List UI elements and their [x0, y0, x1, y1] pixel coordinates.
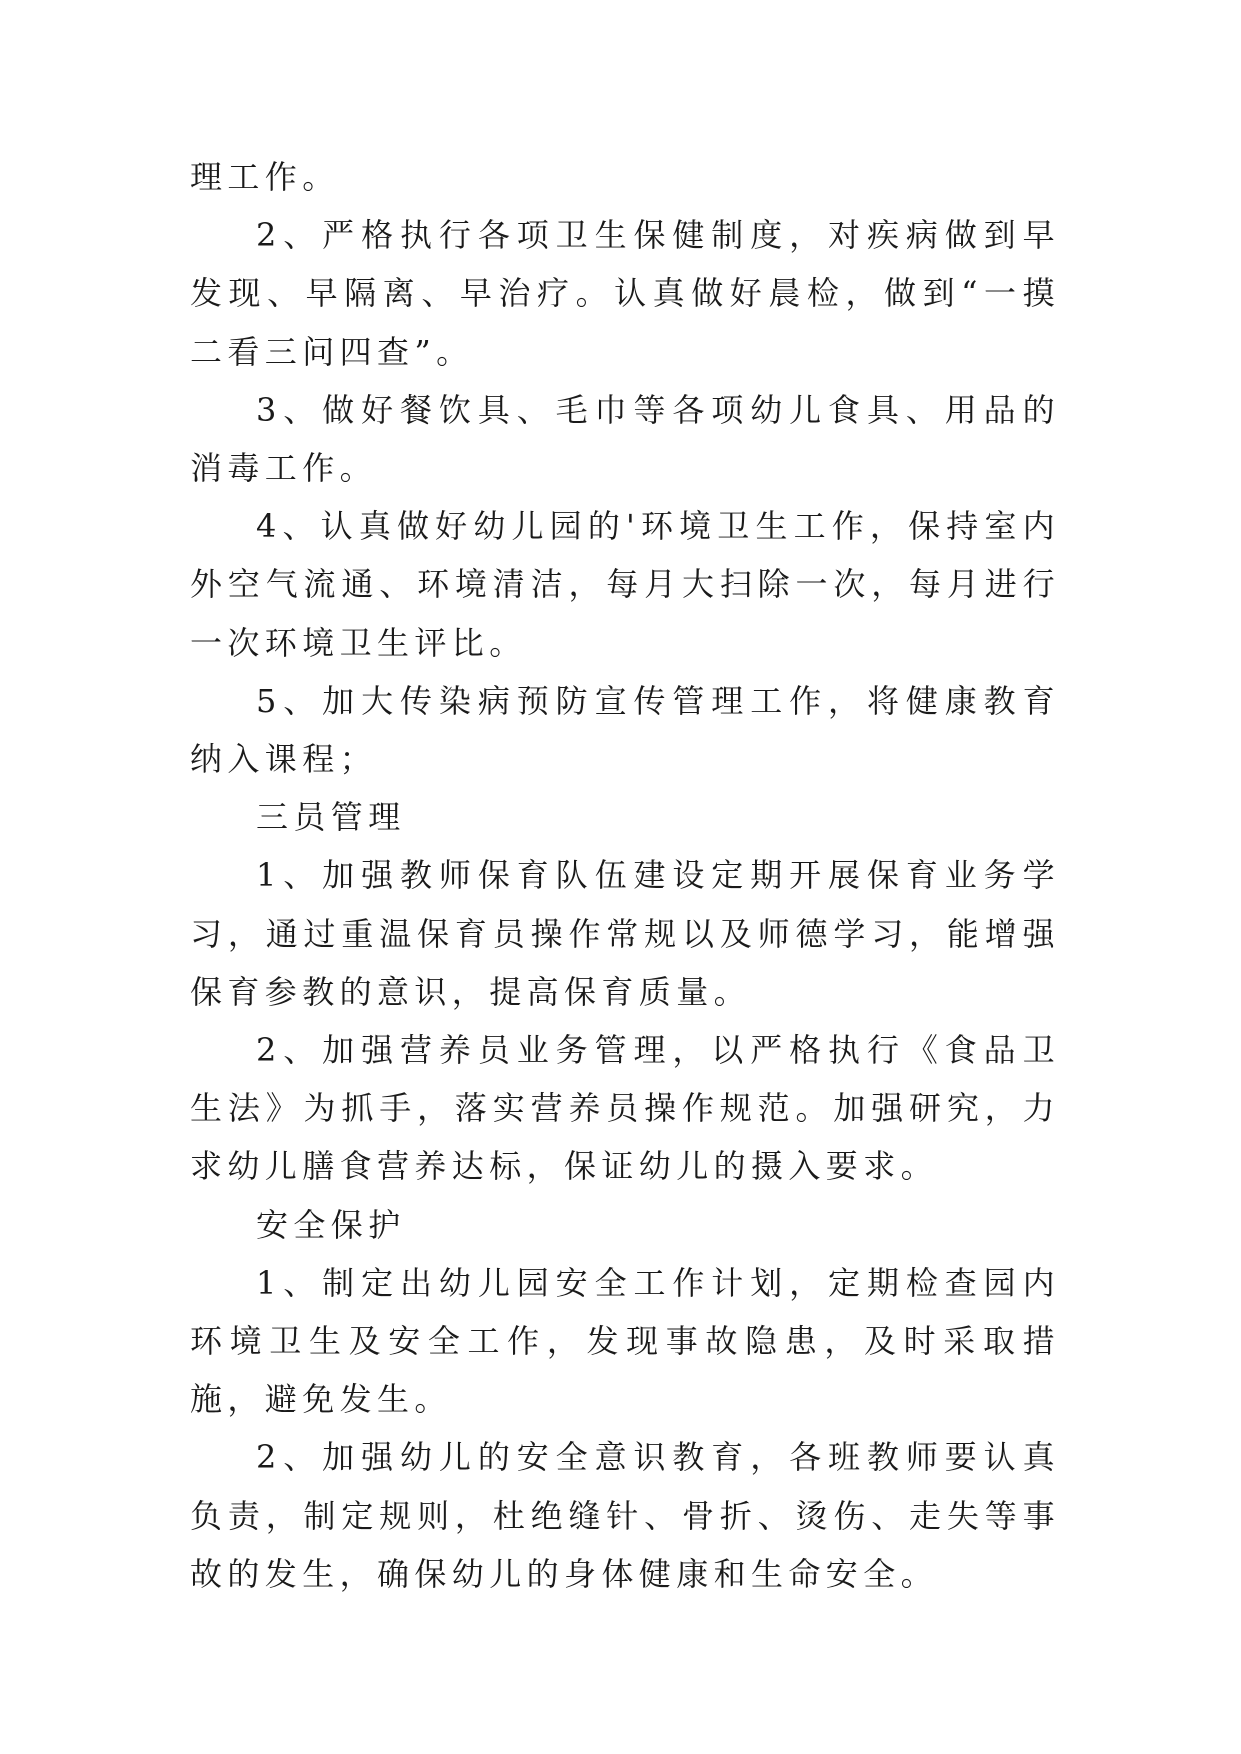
- paragraph-environment: 4、认真做好幼儿园的'环境卫生工作，保持室内外空气流通、环境清洁，每月大扫除一次，每月进行一次环境卫生评比。: [190, 507, 1060, 662]
- paragraph-safety-education: 2、加强幼儿的安全意识教育，各班教师要认真负责，制定规则，杜绝缝针、骨折、烫伤、走失等事故的发生，确保幼儿的身体健康和生命安全。: [190, 1438, 1060, 1593]
- paragraph-disease-prevention: 5、加大传染病预防宣传管理工作，将健康教育纳入课程；: [190, 681, 1060, 779]
- paragraph-nutrition-management: 2、加强营养员业务管理，以严格执行《食品卫生法》为抓手，落实营养员操作规范。加强研究，力求幼儿膳食营养达标，保证幼儿的摄入要求。: [190, 1031, 1060, 1186]
- paragraph-hygiene-system: 2、严格执行各项卫生保健制度，对疾病做到早发现、早隔离、早治疗。认真做好晨检，做到“一摸二看三问四查”。: [190, 216, 1060, 371]
- paragraph-safety-plan: 1、制定出幼儿园安全工作计划，定期检查园内环境卫生及安全工作，发现事故隐患，及时采取措施，避免发生。: [190, 1263, 1060, 1419]
- paragraph-continuation: 理工作。: [190, 158, 340, 196]
- paragraph-disinfection: 3、做好餐饮具、毛巾等各项幼儿食具、用品的消毒工作。: [190, 390, 1060, 488]
- section-heading-staff-management: 三员管理: [256, 798, 406, 837]
- section-heading-safety: 安全保护: [256, 1205, 406, 1244]
- document-page: [190, 148, 1060, 1603]
- paragraph-teacher-training: 1、加强教师保育队伍建设定期开展保育业务学习，通过重温保育员操作常规以及师德学习，能增强保育参教的意识，提高保育质量。: [190, 856, 1060, 1011]
